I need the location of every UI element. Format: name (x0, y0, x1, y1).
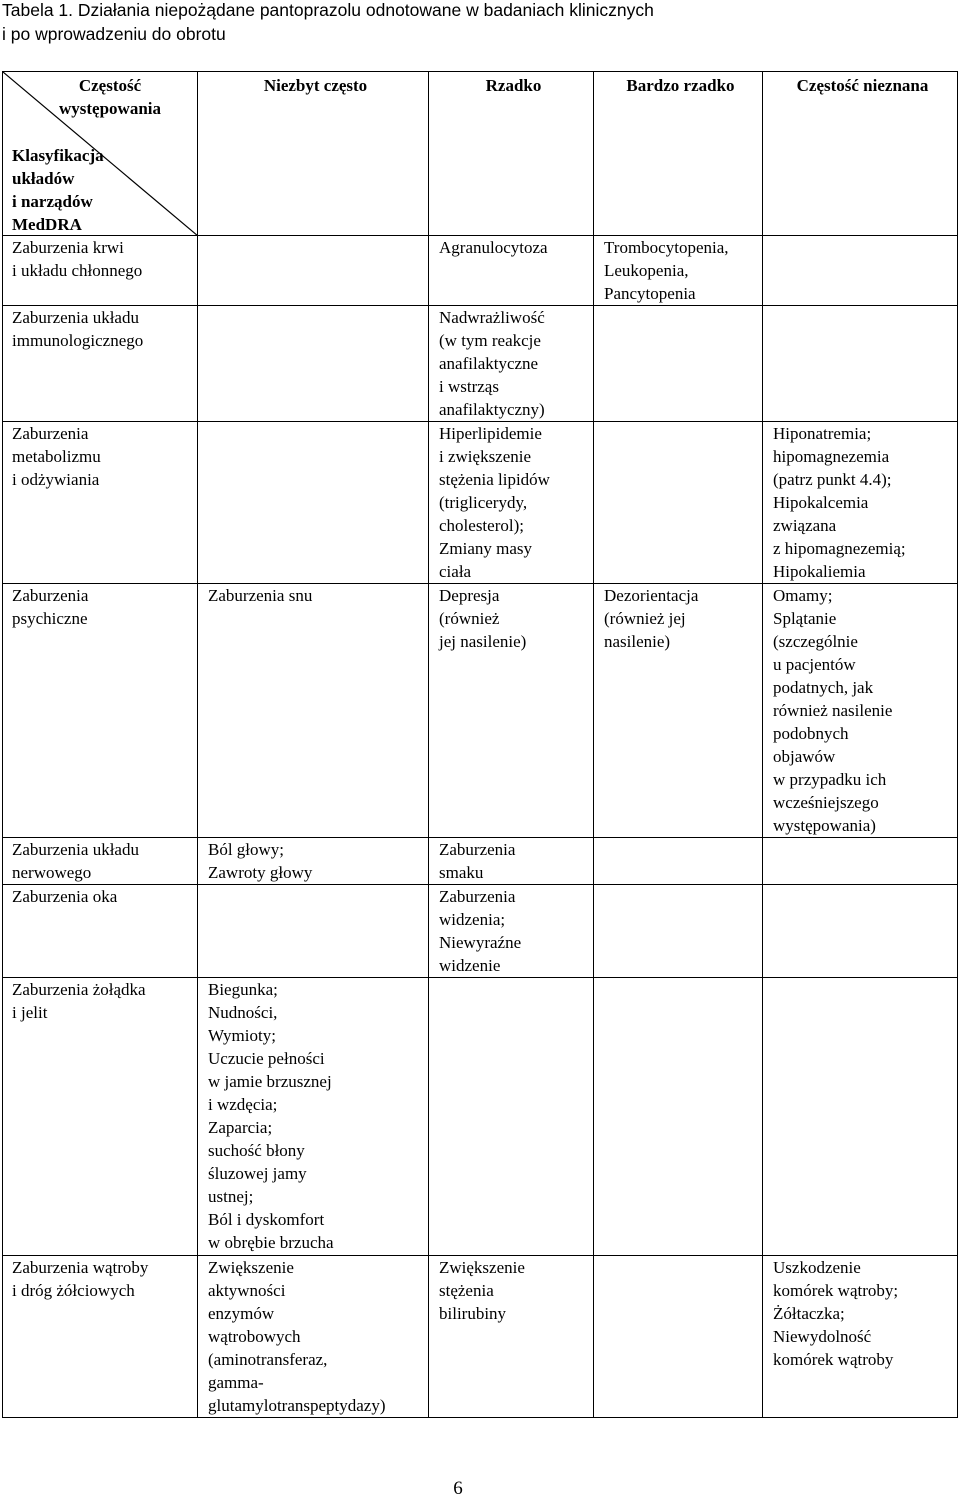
caption-line-1: Tabela 1. Działania niepożądane pantoprazolu odnotowane w badaniach klinicznych (2, 0, 654, 20)
cell-text-line: Zmiany masy (439, 539, 533, 558)
cell-text-line: w jamie brzusznej (208, 1072, 332, 1091)
unknown-cell (763, 1256, 958, 1418)
caption-line-2: i po wprowadzeniu do obrotu (2, 23, 226, 44)
cell-text-line: Zwiększenie (439, 1258, 525, 1277)
table-row (3, 422, 958, 584)
cell-text-line: i wzdęcia; (208, 1095, 278, 1114)
cell-text-line: Zaburzenia (12, 424, 89, 443)
cell-text-line: i odżywiania (12, 470, 100, 489)
system-cell (3, 236, 198, 306)
cell-text-line: metabolizmu (12, 447, 101, 466)
cell-text-line: (w tym reakcje (439, 331, 541, 350)
cell-text-line: Zaburzenia snu (208, 586, 313, 605)
cell-text-line: wcześniejszego (773, 793, 879, 812)
cell-text-line: (szczególnie (773, 632, 858, 651)
column-header-rare: Rzadko (429, 72, 594, 236)
cell-text-line: Zaburzenia krwi (12, 238, 124, 257)
cell-text-line: nasilenie) (604, 632, 671, 651)
table-row (3, 584, 958, 838)
table-row (3, 885, 958, 978)
cell-text-line: Omamy; (773, 586, 833, 605)
cell-text-line: Zaburzenia układu (12, 840, 139, 859)
cell-text-line: u pacjentów (773, 655, 856, 674)
cell-text-line: widzenia; (439, 910, 506, 929)
table-row (3, 838, 958, 885)
cell-text-line: immunologicznego (12, 331, 144, 350)
unknown-cell (763, 236, 958, 306)
cell-text-line: podobnych (773, 724, 849, 743)
rare-cell (429, 584, 594, 838)
rare-cell (429, 978, 594, 1256)
cell-text-line: objawów (773, 747, 836, 766)
cell-text-line: widzenie (439, 956, 501, 975)
cell-text-line: Hiperlipidemie (439, 424, 542, 443)
cell-text-line: (triglicerydy, (439, 493, 528, 512)
cell-text-line: Zaburzenia (12, 586, 89, 605)
very-rare-cell (594, 1256, 763, 1418)
header-corner-cell (3, 72, 198, 236)
rare-cell (429, 838, 594, 885)
cell-text-line: i dróg żółciowych (12, 1281, 135, 1300)
uncommon-cell (198, 838, 429, 885)
very-rare-cell (594, 885, 763, 978)
frequency-label: Częstość występowania (58, 76, 161, 118)
very-rare-cell (594, 584, 763, 838)
cell-text-line: i zwiększenie (439, 447, 532, 466)
column-header-very-rare: Bardzo rzadko (594, 72, 763, 236)
cell-text-line: Wymioty; (208, 1026, 276, 1045)
cell-text-line: aktywności (208, 1281, 286, 1300)
cell-text-line: wątrobowych (208, 1327, 301, 1346)
cell-text-line: Niewyraźne (439, 933, 522, 952)
table-row (3, 236, 958, 306)
cell-text-line: z hipomagnezemią; (773, 539, 906, 558)
cell-text-line: w obrębie brzucha (208, 1233, 334, 1252)
very-rare-cell (594, 422, 763, 584)
cell-text-line: Zaburzenia układu (12, 308, 139, 327)
cell-text-line: Agranulocytoza (439, 238, 548, 257)
cell-text-line: śluzowej jamy (208, 1164, 307, 1183)
cell-text-line: komórek wątroby (773, 1350, 894, 1369)
system-cell (3, 1256, 198, 1418)
cell-text-line: Zaburzenia oka (12, 887, 118, 906)
cell-text-line: jej nasilenie) (439, 632, 527, 651)
cell-text-line: nerwowego (12, 863, 92, 882)
cell-text-line: Uszkodzenie (773, 1258, 861, 1277)
cell-text-line: Nudności, (208, 1003, 278, 1022)
cell-text-line: Splątanie (773, 609, 837, 628)
cell-text-line: Zaburzenia (439, 840, 516, 859)
unknown-cell (763, 978, 958, 1256)
cell-text-line: anafilaktyczne (439, 354, 539, 373)
cell-text-line: psychiczne (12, 609, 88, 628)
header-row (3, 72, 958, 236)
cell-text-line: i układu chłonnego (12, 261, 143, 280)
cell-text-line: ciała (439, 562, 472, 581)
uncommon-cell (198, 885, 429, 978)
cell-text-line: Żółtaczka; (773, 1304, 845, 1323)
rare-cell (429, 236, 594, 306)
cell-text-line: cholesterol); (439, 516, 524, 535)
cell-text-line: Ból głowy; (208, 840, 285, 859)
very-rare-cell (594, 978, 763, 1256)
table-caption (2, 0, 952, 46)
cell-text-line: również nasilenie (773, 701, 893, 720)
rare-cell (429, 885, 594, 978)
unknown-cell (763, 584, 958, 838)
uncommon-cell (198, 584, 429, 838)
very-rare-cell (594, 306, 763, 422)
adverse-reactions-table (2, 71, 958, 1418)
rare-cell (429, 306, 594, 422)
cell-text-line: Hipokalcemia (773, 493, 869, 512)
system-class-label: Klasyfikacja układów i narządów MedDRA (12, 146, 104, 234)
cell-text-line: Depresja (439, 586, 500, 605)
cell-text-line: Zaparcia; (208, 1118, 273, 1137)
cell-text-line: i jelit (12, 1003, 48, 1022)
cell-text-line: ustnej; (208, 1187, 254, 1206)
unknown-cell (763, 306, 958, 422)
system-cell (3, 978, 198, 1256)
cell-text-line: (patrz punkt 4.4); (773, 470, 892, 489)
cell-text-line: związana (773, 516, 837, 535)
cell-text-line: Zwiększenie (208, 1258, 294, 1277)
cell-text-line: Zaburzenia (439, 887, 516, 906)
uncommon-cell (198, 422, 429, 584)
rare-cell (429, 422, 594, 584)
cell-text-line: smaku (439, 863, 484, 882)
unknown-cell (763, 885, 958, 978)
cell-text-line: Trombocytopenia, (604, 238, 729, 257)
cell-text-line: Zaburzenia żołądka (12, 980, 146, 999)
cell-text-line: komórek wątroby; (773, 1281, 899, 1300)
cell-text-line: w przypadku ich (773, 770, 887, 789)
cell-text-line: bilirubiny (439, 1304, 507, 1323)
cell-text-line: stężenia lipidów (439, 470, 550, 489)
cell-text-line: Zawroty głowy (208, 863, 313, 882)
cell-text-line: Zaburzenia wątroby (12, 1258, 149, 1277)
cell-text-line: Nadwrażliwość (439, 308, 545, 327)
cell-text-line: występowania) (773, 816, 876, 835)
table-row (3, 978, 958, 1256)
cell-text-line: podatnych, jak (773, 678, 874, 697)
system-cell (3, 422, 198, 584)
cell-text-line: stężenia (439, 1281, 494, 1300)
uncommon-cell (198, 978, 429, 1256)
system-cell (3, 838, 198, 885)
cell-text-line: enzymów (208, 1304, 275, 1323)
cell-text-line: Ból i dyskomfort (208, 1210, 325, 1229)
cell-text-line: anafilaktyczny) (439, 400, 545, 419)
cell-text-line: Hiponatremia; (773, 424, 872, 443)
cell-text-line: (aminotransferaz, (208, 1350, 328, 1369)
cell-text-line: suchość błony (208, 1141, 305, 1160)
cell-text-line: Biegunka; (208, 980, 278, 999)
cell-text-line: gamma- (208, 1373, 264, 1392)
cell-text-line: Dezorientacja (604, 586, 699, 605)
system-cell (3, 306, 198, 422)
cell-text-line: Pancytopenia (604, 284, 696, 303)
column-header-uncommon: Niezbyt często (198, 72, 429, 236)
cell-text-line: (również jej (604, 609, 686, 628)
cell-text-line: (również (439, 609, 500, 628)
column-header-unknown: Częstość nieznana (763, 72, 958, 236)
cell-text-line: glutamylotranspeptydazy) (208, 1396, 386, 1415)
cell-text-line: Niewydolność (773, 1327, 872, 1346)
unknown-cell (763, 838, 958, 885)
uncommon-cell (198, 236, 429, 306)
unknown-cell (763, 422, 958, 584)
very-rare-cell (594, 838, 763, 885)
system-cell (3, 584, 198, 838)
uncommon-cell (198, 306, 429, 422)
table-row (3, 1256, 958, 1418)
uncommon-cell (198, 1256, 429, 1418)
cell-text-line: Uczucie pełności (208, 1049, 325, 1068)
very-rare-cell (594, 236, 763, 306)
rare-cell (429, 1256, 594, 1418)
cell-text-line: Leukopenia, (604, 261, 689, 280)
table-row (3, 306, 958, 422)
cell-text-line: i wstrząs (439, 377, 499, 396)
system-cell (3, 885, 198, 978)
cell-text-line: Hipokaliemia (773, 562, 866, 581)
page-number: 6 (453, 1478, 463, 1499)
cell-text-line: hipomagnezemia (773, 447, 890, 466)
